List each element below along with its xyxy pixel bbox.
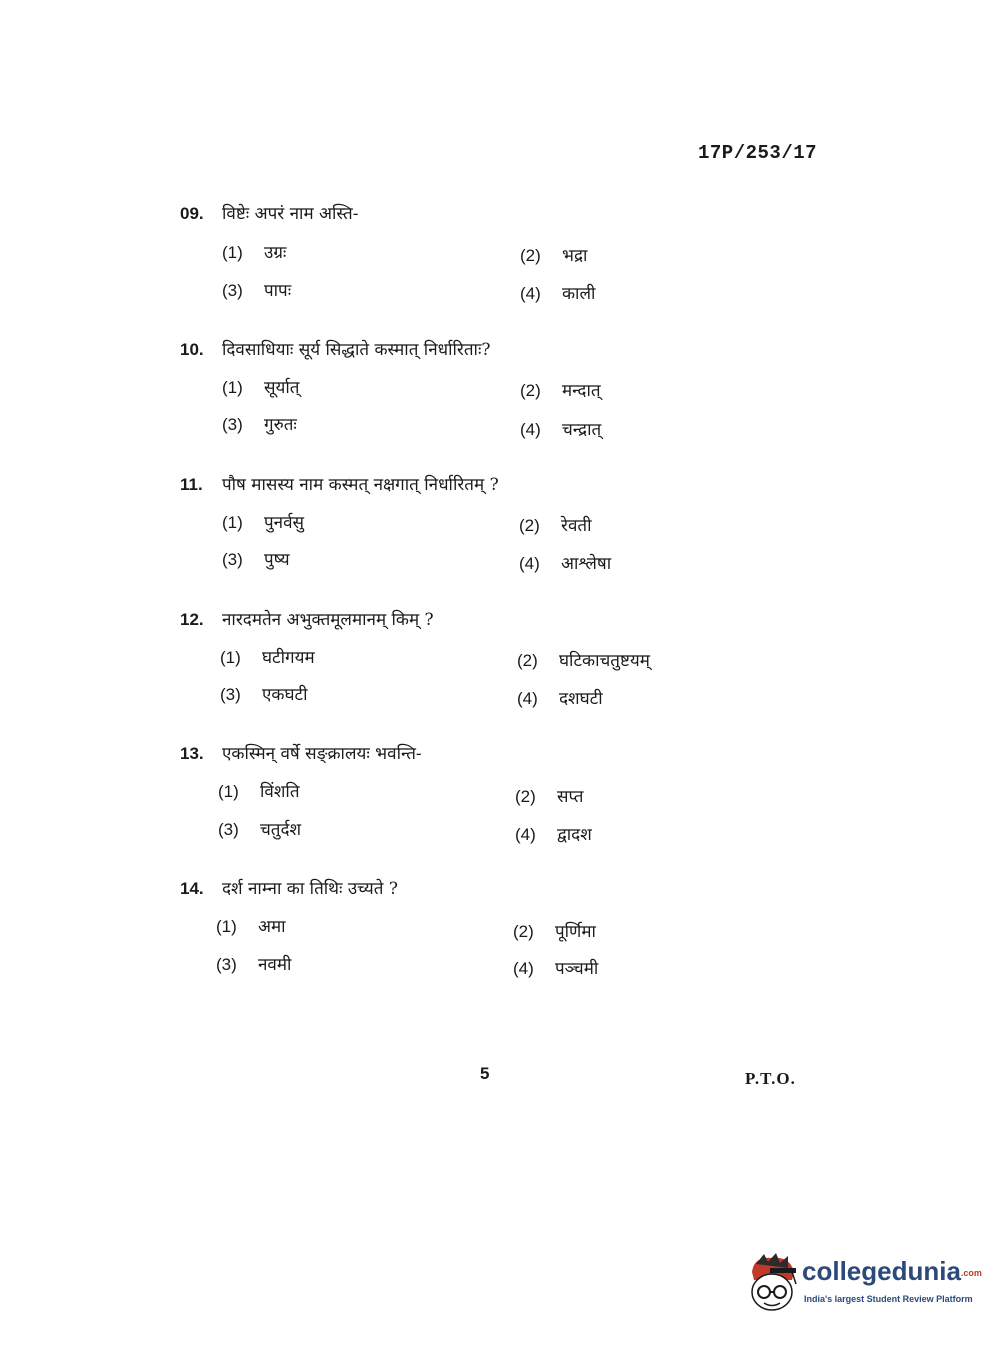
pto-label: P.T.O.: [745, 1069, 796, 1088]
logo-tagline: India's largest Student Review Platform: [804, 1294, 973, 1304]
paper-code: 17P/253/17: [698, 142, 818, 164]
option: (2) पूर्णिमा: [513, 922, 596, 942]
question-block: [180, 337, 740, 363]
question-number: 14.: [180, 879, 204, 898]
option: (1) घटीगयम: [220, 648, 315, 668]
option: (3) पुष्य: [222, 550, 290, 570]
question-block: [180, 472, 740, 498]
option: (1) सूर्यात्: [222, 378, 300, 398]
question-block: [180, 607, 740, 633]
option: (4) आश्लेषा: [519, 554, 612, 574]
question-block: [180, 741, 740, 767]
question-text: नारदमतेन अभुक्तमूलमानम् किम् ?: [222, 610, 434, 630]
option: (4) पञ्चमी: [513, 959, 599, 979]
question-text: दर्श नाम्ना का तिथिः उच्यते ?: [222, 879, 398, 899]
logo-wordmark: collegedunia.com: [802, 1256, 982, 1286]
option: (3) गुरुतः: [222, 415, 297, 435]
question-block: [180, 201, 740, 227]
option: (2) घटिकाचतुष्टयम्: [517, 651, 650, 671]
collegedunia-logo: [742, 1250, 982, 1320]
option: (2) मन्दात्: [520, 381, 601, 401]
option: (2) रेवती: [519, 516, 592, 536]
question-text: एकस्मिन् वर्षे सङ्क्रालयः भवन्ति-: [222, 744, 422, 764]
option: (4) द्वादश: [515, 825, 592, 845]
option: (2) सप्त: [515, 787, 584, 807]
option: (4) काली: [520, 284, 596, 304]
mascot-icon: [742, 1250, 802, 1320]
question-number: 11.: [180, 475, 203, 494]
option: (2) भद्रा: [520, 246, 588, 266]
option: (3) चतुर्दश: [218, 820, 302, 840]
option: (3) एकघटी: [220, 685, 308, 705]
option: (1) अमा: [216, 917, 286, 937]
question-text: दिवसाधियाः सूर्य सिद्धाते कस्मात् निर्धारिताः?: [222, 340, 491, 360]
question-block: [180, 876, 740, 902]
question-number: 13.: [180, 744, 204, 763]
question-number: 09.: [180, 204, 204, 223]
question-text: पौष मासस्य नाम कस्मत् नक्षगात् निर्धारितम् ?: [222, 475, 499, 495]
option: (4) चन्द्रात्: [520, 420, 602, 440]
option: (4) दशघटी: [517, 689, 603, 709]
option: (3) पापः: [222, 281, 292, 301]
option: (1) पुनर्वसु: [222, 513, 305, 533]
question-text: विष्टेः अपरं नाम अस्ति-: [222, 204, 359, 224]
option: (3) नवमी: [216, 955, 292, 975]
option: (1) उग्रः: [222, 243, 287, 263]
question-number: 10.: [180, 340, 204, 359]
page-number: 5: [480, 1064, 490, 1083]
question-number: 12.: [180, 610, 204, 629]
option: (1) विंशति: [218, 782, 300, 802]
